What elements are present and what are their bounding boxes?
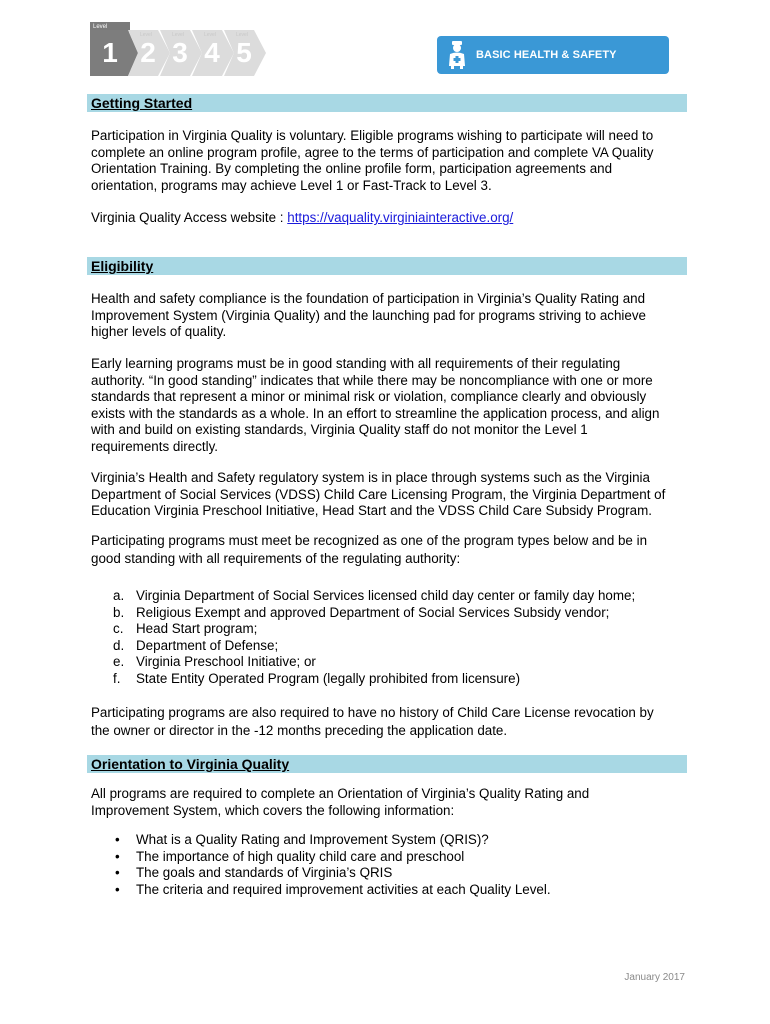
level-3-number: 3 <box>172 37 188 68</box>
eligibility-paragraph-1 <box>91 291 691 341</box>
list-item <box>91 832 691 849</box>
orientation-topics-list <box>91 832 691 898</box>
list-item-text: Religious Exempt and approved Department of Social Services Subsidy vendor; <box>136 604 610 620</box>
list-marker: c. <box>113 621 124 637</box>
text-line: authority. “In good standing” indicates that while there may be noncompliance with one or more <box>91 372 653 388</box>
list-item <box>91 621 691 638</box>
list-marker: e. <box>113 654 125 670</box>
section-heading: Eligibility <box>91 258 154 274</box>
section-orientation <box>87 755 687 773</box>
level-4-number: 4 <box>204 37 220 68</box>
list-item <box>91 882 691 899</box>
text-line: the owner or director in the -12 months preceding the application date. <box>91 723 508 738</box>
eligibility-paragraph-4 <box>91 532 691 568</box>
text-line: orientation, programs may achieve Level 1 or Fast-Track to Level 3. <box>91 177 492 193</box>
text-line: Department of Social Services (VDSS) Child Care Licensing Program, the Virginia Department of <box>91 486 666 502</box>
getting-started-paragraph <box>91 128 691 194</box>
list-item <box>91 588 691 605</box>
orientation-intro <box>91 786 691 819</box>
level-4-label: Level <box>204 32 216 38</box>
list-item-text: What is a Quality Rating and Improvement System (QRIS)? <box>136 832 489 847</box>
footer-date: January 2017 <box>624 972 685 983</box>
basic-health-safety-badge <box>437 36 669 74</box>
list-item <box>91 654 691 671</box>
program-types-list <box>91 588 691 688</box>
level-tab-label: Level <box>90 22 130 32</box>
text-line: requirements directly. <box>91 438 219 454</box>
eligibility-paragraph-3 <box>91 470 691 520</box>
text-line: Virginia’s Health and Safety regulatory system is in place through systems such as the Virginia <box>91 470 650 485</box>
text-line: with and build on existing standards, Virginia Quality staff do not monitor the Level 1 <box>91 422 588 438</box>
list-item <box>91 671 691 688</box>
bullet: • <box>115 865 120 881</box>
list-item-text: Head Start program; <box>136 621 258 637</box>
text-line: Improvement System (Virginia Quality) and the launching pad for programs striving to achieve <box>91 307 646 323</box>
website-label: Virginia Quality Access website : <box>91 210 288 225</box>
list-item-text: The importance of high quality child care and preschool <box>136 848 465 864</box>
list-marker: a. <box>113 588 125 603</box>
text-line: Participating programs are also required to have no history of Child Care License revocation by <box>91 705 654 720</box>
text-line: Participating programs must meet be recognized as one of the program types below and be in <box>91 533 648 548</box>
list-item-text: Virginia Department of Social Services licensed child day center or family day home; <box>136 588 636 603</box>
list-item <box>91 849 691 866</box>
website-line <box>91 210 691 227</box>
text-line: good standing with all requirements of the regulating authority: <box>91 551 461 566</box>
list-item <box>91 865 691 882</box>
level-5-number: 5 <box>236 37 252 68</box>
bullet: • <box>115 832 120 847</box>
list-item <box>91 638 691 655</box>
eligibility-paragraph-5 <box>91 704 691 740</box>
section-heading: Getting Started <box>91 95 193 111</box>
level-3-label: Level <box>172 32 184 38</box>
website-link[interactable]: https://vaquality.virginiainteractive.org/ <box>287 210 514 225</box>
list-item-text: State Entity Operated Program (legally prohibited from licensure) <box>136 670 521 686</box>
section-getting-started <box>87 94 687 112</box>
text-line: Education Virginia Preschool Initiative, Head Start and the VDSS Child Care Subsidy Program. <box>91 503 652 519</box>
text-line: Orientation Training. By completing the online profile form, participation agreements and <box>91 161 613 177</box>
text-line: Early learning programs must be in good standing with all requirements of their regulating <box>91 356 621 371</box>
list-item-text: The goals and standards of Virginia’s QRIS <box>136 865 393 881</box>
text-line: higher levels of quality. <box>91 324 227 340</box>
list-item-text: Department of Defense; <box>136 637 279 653</box>
text-line: Participation in Virginia Quality is voluntary. Eligible programs wishing to participate will need to <box>91 128 654 143</box>
list-item-text: The criteria and required improvement activities at each Quality Level. <box>136 881 551 897</box>
level-5-arrow <box>224 30 266 76</box>
list-marker: d. <box>113 637 125 653</box>
nurse-figure-icon <box>446 40 468 70</box>
list-marker: b. <box>113 604 125 620</box>
list-item-text: Virginia Preschool Initiative; or <box>136 654 316 670</box>
section-heading: Orientation to Virginia Quality <box>91 756 290 772</box>
level-2-number: 2 <box>140 37 156 68</box>
text-line: complete an online program profile, agree to the terms of participation and complete VA Quality <box>91 144 654 160</box>
text-line: Improvement System, which covers the following information: <box>91 802 455 818</box>
level-1-number: 1 <box>102 37 118 68</box>
level-indicator <box>90 22 265 77</box>
text-line: Health and safety compliance is the foundation of participation in Virginia’s Quality Rating and <box>91 291 646 306</box>
list-marker: f. <box>113 670 121 686</box>
text-line: standards that represent a minor or minimal risk or violation, compliance clearly and obviously <box>91 389 647 405</box>
list-item <box>91 605 691 622</box>
section-eligibility <box>87 257 687 275</box>
bullet: • <box>115 881 120 897</box>
level-2-label: Level <box>140 32 152 38</box>
level-5-label: Level <box>236 32 248 38</box>
text-line: All programs are required to complete an Orientation of Virginia’s Quality Rating and <box>91 786 590 801</box>
eligibility-paragraph-2 <box>91 356 691 456</box>
text-line: exists with the standards as a whole. In an effort to streamline the application process, and align <box>91 405 660 421</box>
badge-label: BASIC HEALTH & SAFETY <box>476 49 617 61</box>
bullet: • <box>115 848 120 864</box>
